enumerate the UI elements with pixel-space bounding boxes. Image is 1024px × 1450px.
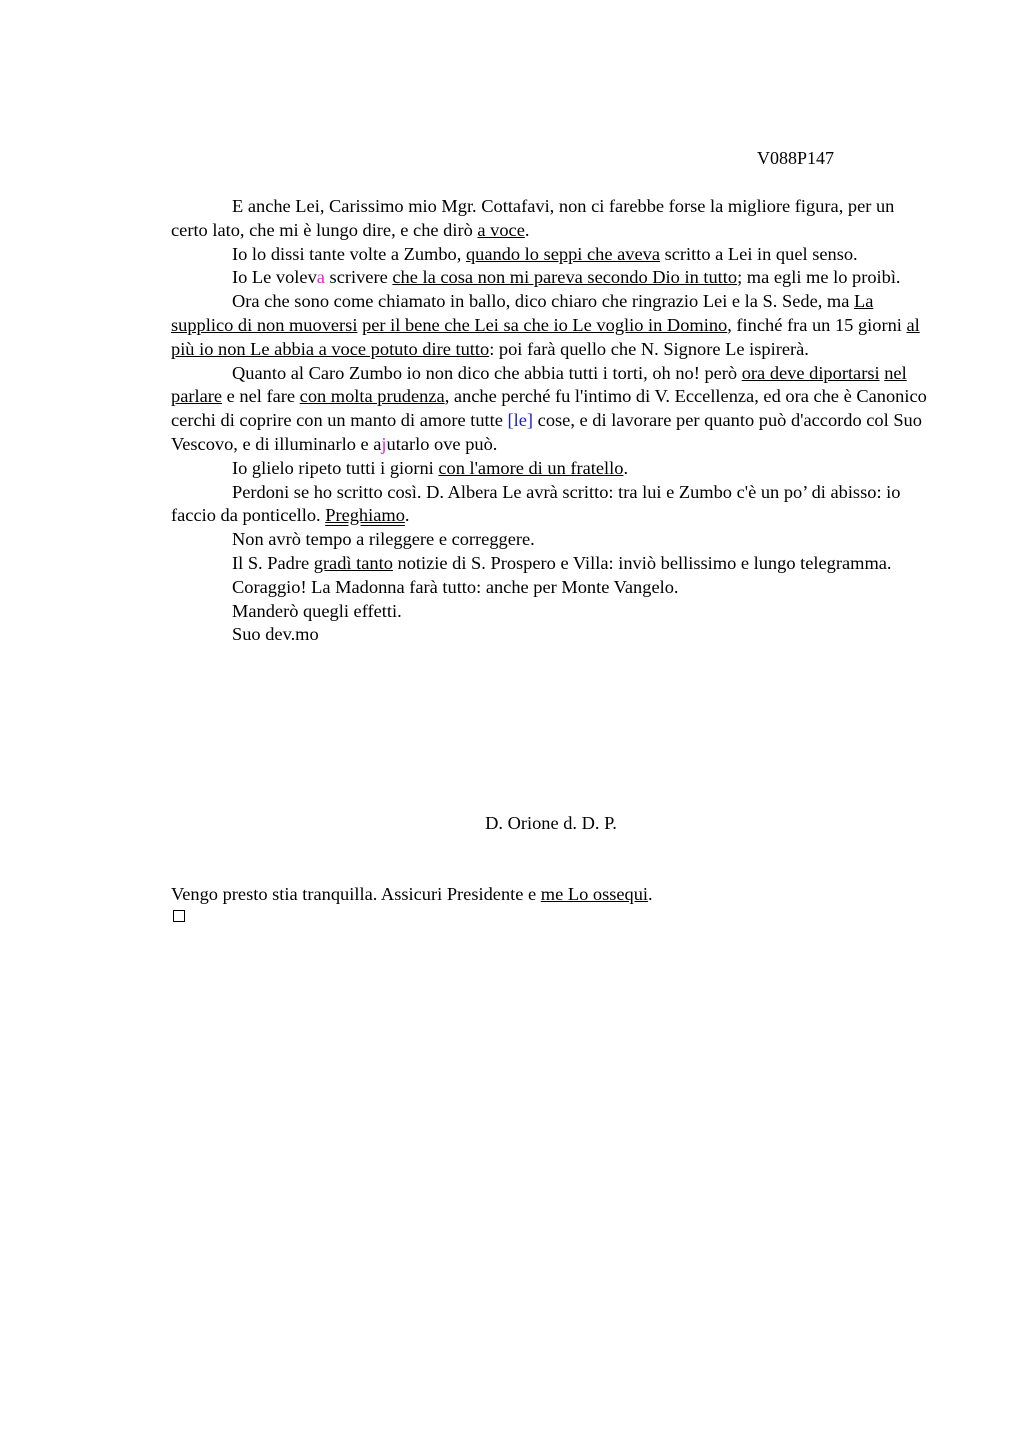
underlined-text: nel parlare — [171, 362, 907, 407]
paragraph — [171, 362, 927, 457]
underlined-text: al più io non Le abbia a voce potuto dire tutto — [171, 314, 920, 359]
text-run: Perdoni se ho scritto così. D. Albera Le avrà scritto: tra lui e Zumbo c'è un po’ di abisso: io faccio da ponticello. — [171, 481, 901, 526]
highlighted-letter: j — [381, 433, 387, 454]
paragraph — [171, 552, 927, 576]
underlined-text: con molta prudenza — [299, 386, 445, 407]
text-run: Vengo presto stia tranquilla. Assicuri Presidente e — [171, 884, 541, 904]
signature: D. Orione d. D. P. — [485, 813, 617, 833]
underlined-text: Preghiamo — [325, 505, 405, 526]
text-run: e nel fare — [222, 386, 300, 407]
underlined-text: La supplico di non muoversi — [171, 291, 874, 335]
empty-box-icon — [173, 910, 185, 922]
text-run: . — [524, 219, 530, 240]
text-run: , finché fra un 15 giorni — [727, 314, 907, 335]
text-run: Il S. Padre — [232, 552, 314, 573]
underlined-text: quando lo seppi che aveva — [465, 243, 660, 264]
text-run: . — [623, 457, 629, 478]
text-run: Suo dev.mo — [232, 624, 319, 645]
letter-body — [171, 195, 927, 647]
paragraph — [171, 457, 927, 481]
text-run: . — [648, 884, 653, 904]
underlined-text: gradì tanto — [313, 552, 393, 573]
text-run: notizie di S. Prospero e Villa: inviò bellissimo e lungo telegramma. — [392, 552, 892, 573]
text-run: . — [404, 505, 410, 526]
editorial-insertion: [le] — [507, 410, 534, 431]
text-run: : poi farà quello che N. Signore Le ispirerà. — [489, 338, 809, 359]
text-run: Io Le volev — [232, 267, 317, 288]
text-run: Ora che sono come chiamato in ballo, dico chiaro che ringrazio Lei e la S. Sede, ma — [232, 291, 854, 312]
text-run: cose, e di lavorare per quanto può d'accordo col Suo Vescovo, e di illuminarlo e a — [171, 410, 922, 454]
underlined-text: me Lo ossequi — [540, 884, 649, 904]
text-run: Quanto al Caro Zumbo io non dico che abbia tutti i torti, oh no! però — [232, 362, 742, 383]
text-run: ; ma egli me lo proibì. — [737, 267, 901, 288]
text-run: Manderò quegli effetti. — [232, 600, 402, 621]
paragraph — [171, 266, 927, 290]
paragraph — [171, 481, 927, 529]
text-run: Io glielo ripeto tutti i giorni — [232, 457, 439, 478]
paragraph — [171, 195, 927, 243]
paragraph — [171, 290, 927, 361]
paragraph — [171, 576, 927, 600]
postscript — [171, 883, 653, 906]
paragraph — [171, 243, 927, 267]
text-run: Io lo dissi tante volte a Zumbo, — [232, 243, 466, 264]
text-run: Coraggio! La Madonna farà tutto: anche per Monte Vangelo. — [232, 576, 679, 597]
underlined-text: con l'amore di un fratello — [438, 457, 624, 478]
text-run: Non avrò tempo a rileggere e correggere. — [232, 529, 535, 550]
text-run: utarlo ove può. — [386, 433, 498, 454]
text-run: scritto a Lei in quel senso. — [660, 243, 858, 264]
text-run: , anche perché fu l'intimo di V. Eccellenza, ed ora che è Canonico cerchi di coprire con un manto di amore tutte — [171, 386, 927, 431]
text-run: E anche Lei, Carissimo mio Mgr. Cottafavi, non ci farebbe forse la migliore figura, per un certo lato, che mi è lungo dire, e che dirò — [171, 196, 895, 240]
underlined-text: che la cosa non mi pareva secondo Dio in tutto — [392, 267, 738, 288]
underlined-text: a voce — [477, 219, 525, 240]
text-run: scrivere — [324, 267, 393, 288]
paragraph — [171, 600, 927, 624]
underlined-text: ora deve diportarsi — [741, 362, 880, 383]
page-code: V088P147 — [757, 148, 835, 168]
paragraph — [171, 528, 927, 552]
highlighted-letter: a — [316, 267, 325, 288]
paragraph — [171, 623, 927, 647]
underlined-text: per il bene che Lei sa che io Le voglio in Domino — [362, 314, 728, 335]
